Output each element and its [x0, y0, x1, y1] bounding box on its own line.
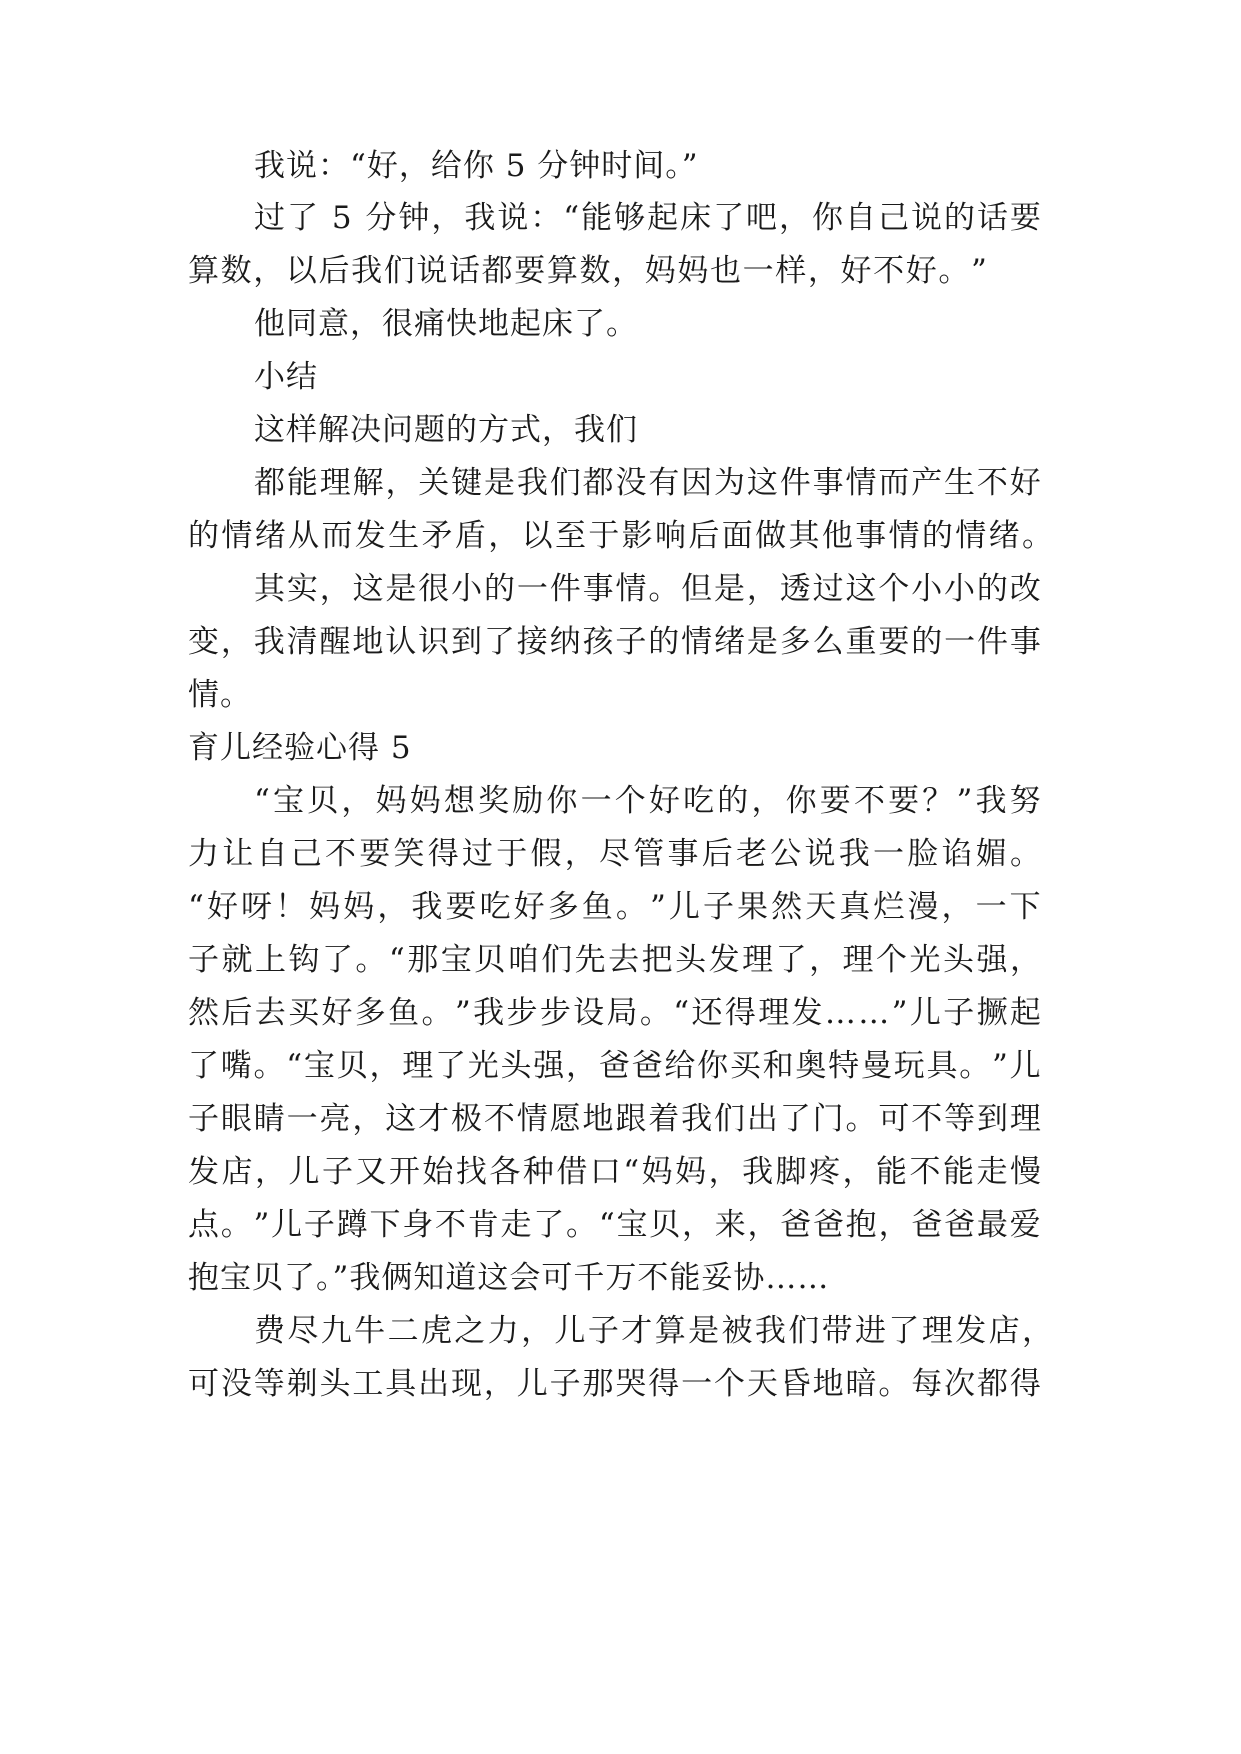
paragraph-line: 力 让 自 己 不 要 笑 得 过 于 假 ， 尽 管 事 后 老 公 说 我 一 脸 谄 媚 。: [188, 836, 1042, 872]
paragraph-line: 子 就 上 钩 了 。 “ 那 宝 贝 咱 们 先 去 把 头 发 理 了 ， 理 个 光 头 强 ，: [188, 942, 1042, 978]
paragraph-line: 都 能 理 解 ， 关 键 是 我 们 都 没 有 因 为 这 件 事 情 而 产 生 不 好: [254, 465, 1042, 501]
paragraph-line: 抱宝贝了。”我俩知道这会可千万不能妥协……: [188, 1260, 830, 1296]
paragraph-line: 子 眼 睛 一 亮 ， 这 才 极 不 情 愿 地 跟 着 我 们 出 了 门 。 可 不 等 到 理: [188, 1101, 1042, 1137]
paragraph-line: 发 店 ， 儿 子 又 开 始 找 各 种 借 口 “ 妈 妈 ， 我 脚 疼 ， 能 不 能 走 慢: [188, 1154, 1042, 1190]
section-subheading: 小结: [254, 359, 318, 395]
paragraph-line: 然 后 去 买 好 多 鱼 。 ” 我 步 步 设 局 。 “ 还 得 理 发 … … ” 儿 子 撅 起: [188, 995, 1042, 1031]
paragraph-line: 算 数 ， 以 后 我 们 说 话 都 要 算 数 ， 妈 妈 也 一 样 ， 好 不 好 。 ”: [188, 253, 988, 289]
paragraph-line: 变 ， 我 清 醒 地 认 识 到 了 接 纳 孩 子 的 情 绪 是 多 么 重 要 的 一 件 事: [188, 624, 1042, 660]
paragraph-line: 这样解决问题的方式，我们: [254, 412, 638, 448]
paragraph-line: 过 了 5 分 钟 ， 我 说 ： “ 能 够 起 床 了 吧 ， 你 自 己 说 的 话 要: [254, 200, 1042, 236]
paragraph-line: 了 嘴 。 “ 宝 贝 ， 理 了 光 头 强 ， 爸 爸 给 你 买 和 奥 特 曼 玩 具 。 ” 儿: [188, 1048, 1042, 1084]
paragraph-line: 其 实 ， 这 是 很 小 的 一 件 事 情 。 但 是 ， 透 过 这 个 小 小 的 改: [254, 571, 1042, 607]
paragraph-line: “ 好 呀 ！ 妈 妈 ， 我 要 吃 好 多 鱼 。 ” 儿 子 果 然 天 真 烂 漫 ， 一 下: [188, 889, 1042, 925]
paragraph-line: 可 没 等 剃 头 工 具 出 现 ， 儿 子 那 哭 得 一 个 天 昏 地 暗 。 每 次 都 得: [188, 1366, 1042, 1402]
paragraph-line: 情。: [188, 677, 252, 713]
paragraph-line: 我说：“好，给你 5 分钟时间。”: [254, 148, 699, 184]
paragraph-line: 费 尽 九 牛 二 虎 之 力 ， 儿 子 才 算 是 被 我 们 带 进 了 理 发 店 ，: [254, 1313, 1054, 1349]
paragraph-line: 他同意，很痛快地起床了。: [254, 306, 638, 342]
paragraph-line: 点 。 ” 儿 子 蹲 下 身 不 肯 走 了 。 “ 宝 贝 ， 来 ， 爸 爸 抱 ， 爸 爸 最 爱: [188, 1207, 1042, 1243]
paragraph-line: “ 宝 贝 ， 妈 妈 想 奖 励 你 一 个 好 吃 的 ， 你 要 不 要 ？ ” 我 努: [254, 783, 1042, 819]
section-heading: 育儿经验心得 5: [188, 730, 412, 766]
paragraph-line: 的 情 绪 从 而 发 生 矛 盾 ， 以 至 于 影 响 后 面 做 其 他 事 情 的 情 绪 。: [188, 518, 1054, 554]
